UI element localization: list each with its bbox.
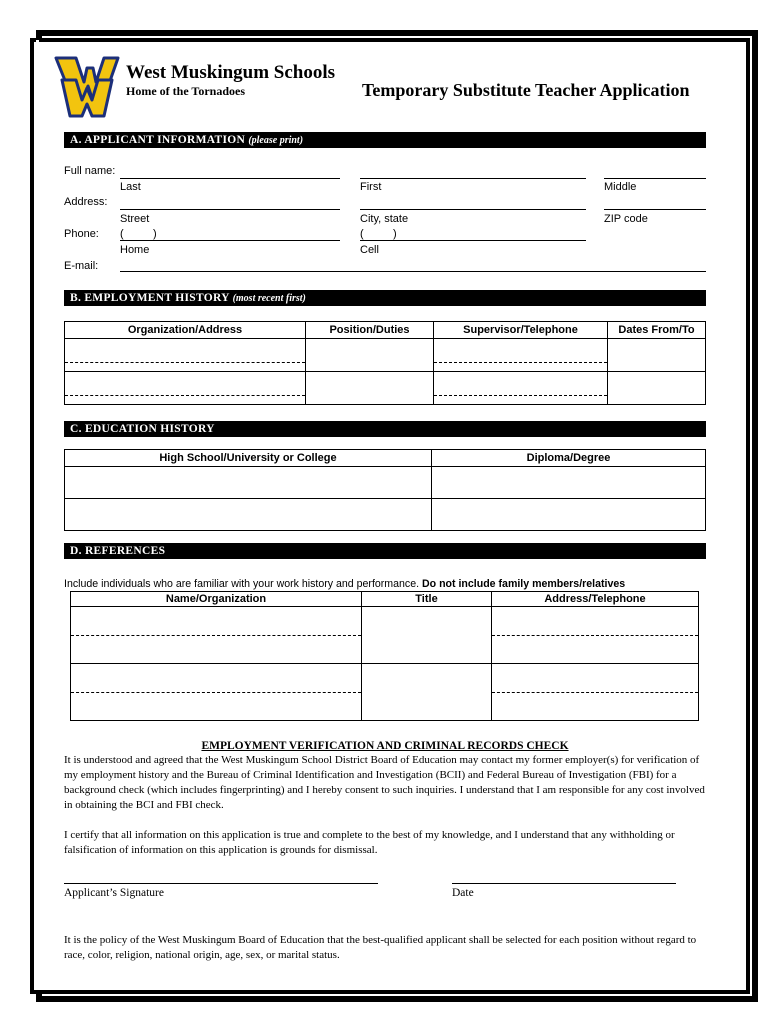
divider	[492, 692, 698, 693]
employment-history-table	[64, 321, 706, 405]
table-row	[71, 607, 699, 664]
reference-address-cell[interactable]	[492, 607, 699, 664]
reference-title-cell[interactable]	[362, 607, 492, 664]
divider	[434, 395, 607, 396]
first-label: First	[360, 181, 382, 193]
date-field[interactable]	[452, 883, 676, 884]
degree-cell[interactable]	[432, 467, 706, 499]
last-label: Last	[120, 181, 141, 193]
column-header: Title	[362, 592, 492, 607]
organization-cell[interactable]	[65, 339, 306, 372]
phone-label: Phone:	[64, 228, 99, 240]
divider	[71, 635, 361, 636]
dates-cell[interactable]	[608, 339, 706, 372]
column-header: Supervisor/Telephone	[434, 322, 608, 339]
section-c-title: C. EDUCATION HISTORY	[70, 423, 215, 435]
reference-name-cell[interactable]	[71, 664, 362, 721]
cell-area-open: (	[360, 228, 364, 240]
table-row	[65, 467, 706, 499]
home-area-close: )	[153, 228, 157, 240]
table-row	[65, 499, 706, 531]
section-b-header	[64, 290, 706, 306]
date-label: Date	[452, 887, 474, 899]
table-row	[71, 664, 699, 721]
middle-label: Middle	[604, 181, 637, 193]
certification-paragraph: I certify that all information on this application is true and complete to the best of my knowledge, and I understand that any withholding or falsification of information on this application is grounds for dismissal.	[64, 829, 675, 856]
references-table	[70, 591, 699, 721]
home-label: Home	[120, 244, 150, 256]
divider	[71, 692, 361, 693]
divider	[434, 362, 607, 363]
equal-opportunity-policy: It is the policy of the West Muskingum Board of Education that the best-qualified applicant shall be selected for each position without regard to race, color, religion, national origin, age, sex, or marital status.	[64, 934, 697, 961]
degree-cell[interactable]	[432, 499, 706, 531]
organization-cell[interactable]	[65, 372, 306, 405]
column-header: Organization/Address	[65, 322, 306, 339]
table-row	[65, 372, 706, 405]
section-a-header	[64, 132, 706, 148]
column-header: Diploma/Degree	[432, 450, 706, 467]
reference-title-cell[interactable]	[362, 664, 492, 721]
frame-corner	[36, 40, 39, 54]
references-instructions	[64, 578, 625, 590]
references-intro: Include individuals who are familiar with your work history and performance.	[64, 578, 420, 590]
column-header: Address/Telephone	[492, 592, 699, 607]
section-d-title: D. REFERENCES	[70, 545, 166, 557]
email-field[interactable]	[120, 271, 706, 272]
table-header-row	[71, 592, 699, 607]
email-label: E-mail:	[64, 260, 99, 272]
cell-label: Cell	[360, 244, 379, 256]
table-row	[65, 339, 706, 372]
dates-cell[interactable]	[608, 372, 706, 405]
section-c-header	[64, 421, 706, 437]
reference-name-cell[interactable]	[71, 607, 362, 664]
table-header-row	[65, 450, 706, 467]
verification-title: EMPLOYMENT VERIFICATION AND CRIMINAL RECORDS CHECK	[201, 740, 569, 752]
application-title: Temporary Substitute Teacher Application	[362, 80, 690, 100]
signature-field[interactable]	[64, 883, 378, 884]
school-cell[interactable]	[65, 499, 432, 531]
section-b-title: B. EMPLOYMENT HISTORY	[70, 292, 230, 304]
verification-paragraph: It is understood and agreed that the West Muskingum School District Board of Education may contact my former employer(s) for verification of my employment history and the Bureau of Criminal Identification and Investigation (BCII) and Federal Bureau of Investigation (FBI) for a background check (which includes fingerprinting) and I hereby consent to such inquiries. I understand that I am responsible for any cost involved in obtaining the BCI and FBI check.	[64, 754, 705, 811]
signature-label: Applicant’s Signature	[64, 887, 164, 899]
middle-name-field[interactable]	[604, 178, 706, 179]
school-logo	[54, 56, 120, 118]
school-name: West Muskingum Schools	[126, 62, 336, 83]
position-cell[interactable]	[306, 339, 434, 372]
supervisor-cell[interactable]	[434, 372, 608, 405]
cell-phone-field[interactable]	[360, 240, 586, 241]
section-d-header	[64, 543, 706, 559]
column-header: Name/Organization	[71, 592, 362, 607]
address-label: Address:	[64, 196, 108, 208]
divider	[492, 635, 698, 636]
city-state-field[interactable]	[360, 209, 586, 210]
zip-label: ZIP code	[604, 213, 648, 225]
divider	[65, 395, 305, 396]
column-header: High School/University or College	[65, 450, 432, 467]
school-cell[interactable]	[65, 467, 432, 499]
position-cell[interactable]	[306, 372, 434, 405]
city-state-label: City, state	[360, 213, 409, 225]
zip-field[interactable]	[604, 209, 706, 210]
section-a-note: (please print)	[248, 135, 304, 146]
first-name-field[interactable]	[360, 178, 586, 179]
reference-address-cell[interactable]	[492, 664, 699, 721]
column-header: Position/Duties	[306, 322, 434, 339]
table-header-row	[65, 322, 706, 339]
column-header: Dates From/To	[608, 322, 706, 339]
last-name-field[interactable]	[120, 178, 340, 179]
cell-area-close: )	[393, 228, 397, 240]
home-area-open: (	[120, 228, 124, 240]
divider	[65, 362, 305, 363]
supervisor-cell[interactable]	[434, 339, 608, 372]
full-name-label: Full name:	[64, 165, 116, 177]
section-b-note: (most recent first)	[232, 293, 306, 304]
section-a-title: A. APPLICANT INFORMATION	[70, 134, 246, 146]
references-warning: Do not include family members/relatives	[422, 578, 626, 590]
education-history-table	[64, 449, 706, 531]
home-phone-field[interactable]	[120, 240, 340, 241]
street-label: Street	[120, 213, 150, 225]
street-field[interactable]	[120, 209, 340, 210]
school-tagline: Home of the Tornadoes	[126, 84, 246, 98]
